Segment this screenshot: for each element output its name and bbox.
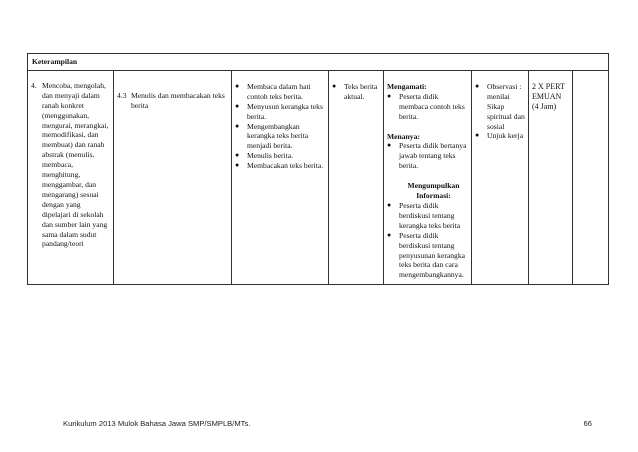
- bullet-icon: ●: [235, 161, 240, 170]
- bullet-icon: ●: [387, 141, 392, 150]
- list-item: ● Unjuk kerja: [475, 131, 524, 141]
- indikator-list: [235, 82, 325, 171]
- bullet-icon: ●: [332, 81, 337, 90]
- list-item: ● Peserta didik bertanya jawab tentang teks berita.: [387, 141, 467, 171]
- indikator-cell: [232, 70, 329, 284]
- bullet-icon: ●: [235, 121, 240, 130]
- bullet-icon: ●: [235, 81, 240, 90]
- kompetensi-dasar-text: Menulis dan membacakan teks berita: [131, 90, 225, 110]
- bullet-icon: ●: [235, 151, 240, 160]
- mengumpulkan-title: Mengumpulkan Informasi:: [407, 181, 460, 201]
- footer-curriculum-text: Kurikulum 2013 Mulok Bahasa Jawa SMP/SMPLB/MTs.: [63, 419, 251, 428]
- mengamati-title: Mengamati:: [387, 81, 427, 91]
- mengamati-list: [387, 92, 468, 122]
- list-item: ● Peserta didik membaca contoh teks berita.: [387, 91, 465, 121]
- sumber-belajar-cell: [573, 70, 609, 284]
- menanya-list: [387, 141, 468, 171]
- kompetensi-dasar-number: 4.3: [117, 90, 127, 100]
- section-header: Keterampilan: [28, 54, 609, 71]
- list-item: ● Membaca dalam hati contoh teks berita.: [235, 81, 311, 101]
- page-number: 66: [583, 419, 592, 428]
- alokasi-waktu-text: 2 X PERTEMUAN (4 Jam): [532, 81, 565, 111]
- list-item: ● Membacakan teks berita.: [235, 161, 324, 171]
- list-item: ● Observasi : menilai Sikap spiritual dan sosial: [475, 81, 525, 131]
- penilaian-list: [475, 82, 525, 141]
- alokasi-waktu-cell: [529, 70, 573, 284]
- kegiatan-cell: [384, 70, 472, 284]
- bullet-icon: ●: [235, 101, 240, 110]
- bullet-icon: ●: [387, 91, 392, 100]
- penilaian-cell: [472, 70, 529, 284]
- mengumpulkan-list: [387, 201, 468, 280]
- kompetensi-inti-number: 4.: [31, 80, 37, 90]
- list-item: ● Peserta didik berdiskusi tentang penyusunan kerangka teks berita dan cara mengembangkannya.: [387, 230, 466, 280]
- kompetensi-inti-text: Mencoba, mengolah, dan menyaji dalam ranah konkret (menggunakan, mengurai, merangkai, memodifikasi, dan membuat) dan ranah abstrak (menulis, membaca, menghitung, menggambar, dan mengarang) sesuai dengan yang dipelajari di sekolah dan sumber lain yang sama dalam sudut pandang/teori: [42, 80, 109, 249]
- bullet-icon: ●: [475, 131, 480, 140]
- syllabus-table: [27, 53, 609, 285]
- list-item: ● Menulis berita.: [235, 151, 293, 161]
- list-item: ● Mengembangkan kerangka teks berita menjadi berita.: [235, 121, 309, 151]
- header-row: [28, 54, 609, 71]
- content-row: [28, 70, 609, 284]
- kompetensi-dasar-cell: [114, 70, 232, 284]
- list-item: ● Peserta didik berdiskusi tentang kerangka teks berita: [387, 200, 461, 230]
- materi-cell: [329, 70, 384, 284]
- menanya-title: Menanya:: [387, 131, 420, 141]
- bullet-icon: ●: [387, 230, 392, 239]
- materi-list: [332, 82, 380, 102]
- bullet-icon: ●: [387, 200, 392, 209]
- list-item: ● Teks berita aktual.: [332, 81, 378, 101]
- kompetensi-inti-cell: [28, 70, 114, 284]
- bullet-icon: ●: [475, 81, 480, 90]
- list-item: ● Menyusun kerangka teks berita.: [235, 101, 323, 121]
